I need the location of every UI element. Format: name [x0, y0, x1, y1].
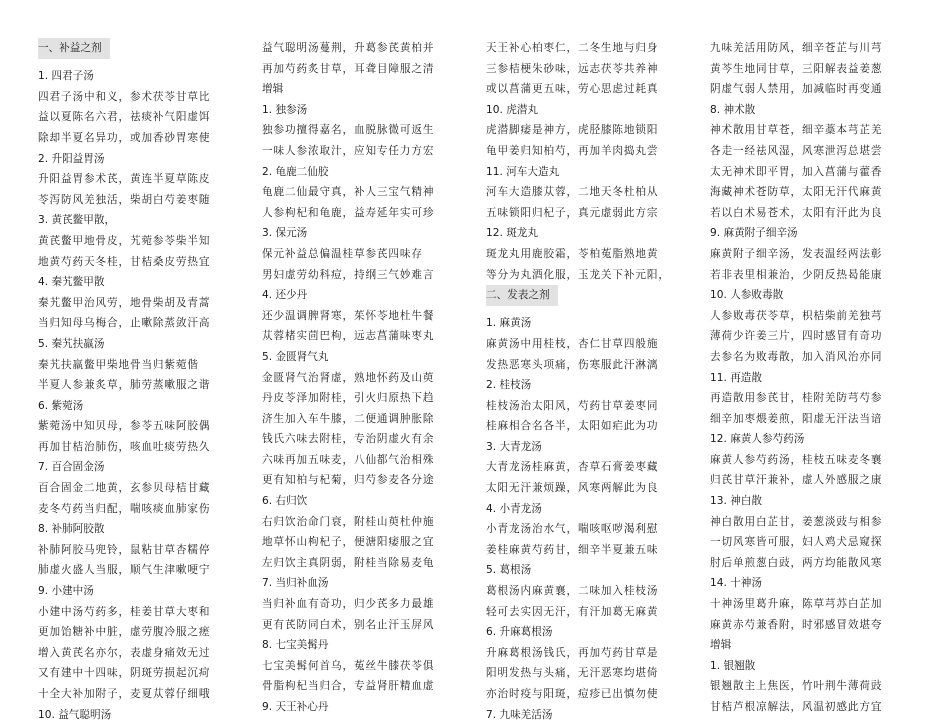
verse-line: 细辛加枣煨姜煎，阳虚无汗法当谙: [710, 412, 883, 425]
verse-line: 再加甘桔治肺伤，咳血吐痰劳热久: [38, 440, 211, 453]
verse-line: 五味锁阳归杞子，真元虚弱此方宗: [486, 206, 659, 219]
formula-heading: 8. 神术散: [710, 103, 756, 116]
verse-line: 黄芪鳖甲地骨皮，艽菀参苓柴半知: [38, 234, 211, 247]
formula-heading: 6. 右归饮: [262, 495, 308, 508]
formula-heading: 8. 补肺阿胶散: [38, 523, 105, 536]
verse-line: 右归饮治命门衰，附桂山萸杜仲施: [262, 515, 435, 528]
verse-line: 三参桔梗朱砂味，远志茯苓共养神: [486, 62, 659, 75]
formula-heading: 4. 秦艽鳖甲散: [38, 276, 105, 289]
formula-heading: 7. 九味羌活汤: [486, 708, 553, 721]
formula-heading: 7. 当归补血汤: [262, 577, 329, 590]
formula-heading: 6. 升麻葛根汤: [486, 626, 553, 639]
formula-heading: 2. 桂枝汤: [486, 379, 532, 392]
verse-line: 除却半夏名异功，或加香砂胃寒使: [38, 131, 211, 144]
verse-line: 紫菀汤中知贝母，参苓五味阿胶偶: [38, 420, 211, 433]
verse-line: 秦艽鳖甲治风劳，地骨柴胡及青蒿: [38, 296, 211, 309]
verse-line: 补肺阿胶马兜铃，鼠粘甘草杏糯停: [38, 543, 211, 556]
formula-heading: 5. 金匮肾气丸: [262, 350, 329, 363]
verse-line: 阴虚气弱人禁用，加减临时再变通: [710, 83, 883, 96]
verse-line: 小建中汤芍药多，桂姜甘草大枣和: [38, 605, 211, 618]
formula-heading: 12. 斑龙丸: [486, 227, 538, 240]
verse-line: 神白散用白芷甘，姜葱淡豉与相参: [710, 515, 883, 528]
verse-line: 金匮肾气治肾虚，熟地怀药及山萸: [262, 371, 435, 384]
verse-line: 七宝美髯何首乌，菟丝牛膝茯苓俱: [262, 659, 435, 672]
verse-line: 天王补心柏枣仁，二冬生地与归身: [486, 42, 659, 54]
verse-line: 九味羌活用防风，细辛苍芷与川芎: [710, 42, 883, 54]
verse-line: 各走一经祛风湿，风寒泄泻总堪尝: [710, 144, 883, 157]
section-heading: 一、补益之剂: [38, 38, 110, 59]
formula-heading: 9. 麻黄附子细辛汤: [710, 227, 798, 240]
verse-line: 半夏人参兼炙草，肺劳蒸嗽服之谐: [38, 379, 211, 392]
verse-line: 薄荷少许姜三片，四时感冒有奇功: [710, 330, 883, 343]
verse-line: 百合固金二地黄，玄参贝母桔甘藏: [38, 482, 211, 495]
formula-heading: 6. 紫菀汤: [38, 399, 84, 412]
verse-line: 丹皮苓泽加附桂，引火归原热下趋: [262, 392, 435, 405]
verse-line: 钱氏六味去附桂，专治阴虚火有余: [262, 433, 435, 446]
verse-line: 姜桂麻黄芍药甘，细辛半夏兼五味: [486, 543, 659, 556]
verse-line: 亦治时疫与阳斑，痘疹已出慎勿使: [486, 688, 659, 700]
verse-line: 龟鹿二仙最守真，补人三宝气精神: [262, 186, 435, 199]
verse-line: 益以夏陈名六君，祛痰补气阳虚饵: [38, 111, 211, 124]
verse-line: 再加芍药炙甘草，耳聋目障服之清: [262, 62, 435, 75]
formula-heading: 8. 七宝美髯丹: [262, 639, 329, 652]
verse-line: 增入黄芪名亦尔，表虚身痛效无过: [38, 646, 211, 659]
verse-line: 更加饴糖补中脏，虚劳腹冷服之瘥: [38, 626, 211, 639]
verse-line: 人参枸杞和龟鹿，益寿延年实可珍: [262, 206, 435, 219]
verse-line: 升麻葛根汤钱氏，再加芍药甘草是: [486, 646, 659, 659]
verse-line: 地草怀山枸杞子，便溏阳痿服之宜: [262, 536, 435, 549]
verse-line: 斑龙丸用鹿胶霜，苓柏菟脂熟地黄: [486, 247, 659, 260]
verse-line: 升阳益胃参术芪，黄连半夏草陈皮: [38, 173, 211, 186]
verse-line: 肘后单煎葱白豉，两方均能散风寒: [710, 556, 883, 569]
formula-heading: 3. 大青龙汤: [486, 440, 542, 453]
verse-line: 十神汤里葛升麻，陈草芎苏白芷加: [710, 598, 883, 611]
formula-heading: 增辑: [710, 639, 732, 652]
verse-line: 轻可去实因无汗，有汗加葛无麻黄: [486, 605, 659, 618]
verse-line: 海藏神术苍防草，太阳无汗代麻黄: [710, 186, 883, 199]
formula-heading: 13. 神白散: [710, 495, 762, 508]
text-column-3: [486, 38, 692, 725]
verse-line: 虎潜脚痿是神方，虎胫膝陈地锁阳: [486, 124, 659, 137]
verse-line: 还少温调脾肾寒，茱怀苓地杜牛餐: [262, 309, 435, 322]
verse-line: 左归饮主真阴弱，附桂当除易麦龟: [262, 556, 435, 569]
verse-line: 六味再加五味麦，八仙都气治相殊: [262, 453, 435, 466]
verse-line: 小青龙汤治水气，喘咳呕哕渴利慰: [486, 523, 659, 536]
verse-line: 银翘散主上焦医，竹叶荆牛薄荷豉: [710, 680, 883, 693]
formula-heading: 2. 升阳益胃汤: [38, 152, 105, 165]
verse-line: 一切风寒皆可服，妇人鸡犬忌窥探: [710, 536, 883, 549]
verse-line: 或以菖蒲更五味，劳心思虑过耗真: [486, 83, 659, 96]
formula-heading: 9. 天王补心丹: [262, 701, 329, 713]
verse-line: 苁蓉楮实茴巴枸，远志菖蒲味枣丸: [262, 330, 435, 343]
verse-line: 麻黄赤芍兼香附，时邪感冒效堪夸: [710, 618, 883, 631]
text-column-4: [710, 38, 916, 718]
verse-line: 当归知母乌梅合，止嗽除蒸敛汗高: [38, 317, 211, 330]
verse-line: 肺虚火盛人当服，顺气生津嗽哽宁: [38, 564, 211, 577]
formula-heading: 10. 虎潜丸: [486, 103, 538, 116]
verse-line: 麻黄汤中用桂枝，杏仁甘草四般施: [486, 337, 659, 350]
verse-line: 十全大补加附子，麦夏苁蓉仔细哦: [38, 688, 211, 700]
verse-line: 等分为丸酒化服，玉龙关下补元阳，: [486, 268, 670, 281]
formula-heading: 5. 葛根汤: [486, 564, 532, 577]
verse-line: 更有芪防同白术，别名止汗玉屏风: [262, 618, 435, 631]
formula-heading: 1. 银翘散: [710, 659, 756, 672]
formula-heading: 3. 保元汤: [262, 227, 308, 240]
verse-line: 保元补益总偏温桂草参芪四味存: [262, 247, 423, 260]
text-column-1: [38, 38, 244, 725]
verse-line: 四君子汤中和义，参术茯苓甘草比: [38, 90, 211, 103]
verse-line: 济生加入车牛膝，二便通调肿胀除: [262, 412, 435, 425]
verse-line: 阳明发热与头痛，无汗恶寒均堪倚: [486, 667, 659, 680]
formula-heading: 1. 四君子汤: [38, 70, 94, 83]
verse-line: 龟甲姜归知柏芍，再加羊肉捣丸尝: [486, 144, 659, 157]
verse-line: 地黄芍药天冬桂，甘桔桑皮劳热宜: [38, 255, 211, 268]
verse-line: 黄芩生地同甘草，三阳解表益姜葱: [710, 62, 883, 75]
formula-heading: 9. 小建中汤: [38, 585, 94, 598]
formula-heading: 12. 麻黄人参芍药汤: [710, 433, 805, 446]
verse-line: 神术散用甘草苍，细辛藁本芎芷羌: [710, 124, 883, 137]
verse-line: 桂麻相合名各半，太阳如疟此为功: [486, 420, 659, 433]
formula-heading: 4. 还少丹: [262, 289, 308, 302]
verse-line: 若非表里相兼治，少阴反热曷能康: [710, 268, 883, 281]
verse-line: 太无神术即平胃，加入菖蒲与藿香: [710, 165, 883, 178]
verse-line: 发热恶寒头项痛，伤寒服此汗淋漓: [486, 358, 659, 371]
verse-line: 麻黄人参芍药汤，桂枝五味麦冬襄: [710, 453, 883, 466]
formula-heading: 3. 黄芪鳖甲散，: [38, 214, 116, 227]
verse-line: 再造散用参芪甘，桂附羌防芎芍参: [710, 392, 883, 405]
verse-line: 秦艽扶羸鳖甲柴地骨当归紫菀偕: [38, 358, 199, 371]
verse-line: 麻黄附子细辛汤，发表温经两法彰: [710, 247, 883, 260]
verse-line: 去参名为败毒散，加入消风治亦同: [710, 350, 883, 363]
verse-line: 麦冬芍药当归配，喘咳痰血肺家伤: [38, 502, 211, 515]
formula-heading: 11. 再造散: [710, 371, 762, 384]
formula-heading: 1. 独参汤: [262, 103, 308, 116]
formula-heading: 5. 秦艽扶羸汤: [38, 337, 105, 350]
verse-line: 男妇虚劳幼科痘，持纲三气妙难言: [262, 268, 435, 281]
verse-line: 人参败毒茯苓草，枳桔柴前羌独芎: [710, 309, 883, 322]
formula-heading: 14. 十神汤: [710, 577, 762, 590]
verse-line: 桂枝汤治太阳风，芍药甘草姜枣同: [486, 399, 659, 412]
formula-heading: 10. 益气聪明汤: [38, 708, 112, 721]
formula-heading: 4. 小青龙汤: [486, 502, 542, 515]
formula-heading: 11. 河车大造丸: [486, 165, 560, 178]
verse-line: 一味人参浓取汁，应知专任力方宏: [262, 144, 435, 157]
verse-line: 苓泻防风羌独活，柴胡白芍姜枣随: [38, 193, 211, 206]
verse-line: 又有建中十四味，阴斑劳损起沉疴: [38, 667, 211, 680]
verse-line: 独参功擅得嘉名，血脱脉微可返生: [262, 124, 435, 137]
verse-line: 河车大造膝苁蓉，二地天冬杜柏从: [486, 186, 659, 199]
verse-line: 大青龙汤桂麻黄，杏草石膏姜枣藏: [486, 461, 659, 474]
formula-heading: 1. 麻黄汤: [486, 317, 532, 330]
verse-line: 归芪甘草汗兼补，虚人外感服之康: [710, 474, 883, 487]
verse-line: 当归补血有奇功，归少芪多力最雄: [262, 598, 435, 611]
verse-line: 葛根汤内麻黄襄，二味加入桂枝汤: [486, 585, 659, 598]
verse-line: 太阳无汗兼烦躁，风寒两解此为良: [486, 482, 659, 495]
verse-line: 甘桔芦根凉解法，风温初感此方宜: [710, 701, 883, 713]
formula-heading: 增辑: [262, 83, 284, 96]
verse-line: 若以白术易苍术，太阳有汗此为良: [710, 206, 883, 219]
verse-line: 益气聪明汤蔓荆，升葛参芪黄柏并: [262, 42, 435, 54]
formula-heading: 2. 龟鹿二仙胶: [262, 165, 329, 178]
verse-line: 更有知柏与杞菊，归芍参麦各分途: [262, 474, 435, 487]
text-column-2: [262, 38, 468, 718]
formula-heading: 7. 百合固金汤: [38, 461, 105, 474]
section-heading: 二、发表之剂: [486, 285, 558, 306]
verse-line: 骨脂枸杞当归合，专益肾肝精血虚: [262, 680, 435, 693]
formula-heading: 10. 人参败毒散: [710, 289, 784, 302]
